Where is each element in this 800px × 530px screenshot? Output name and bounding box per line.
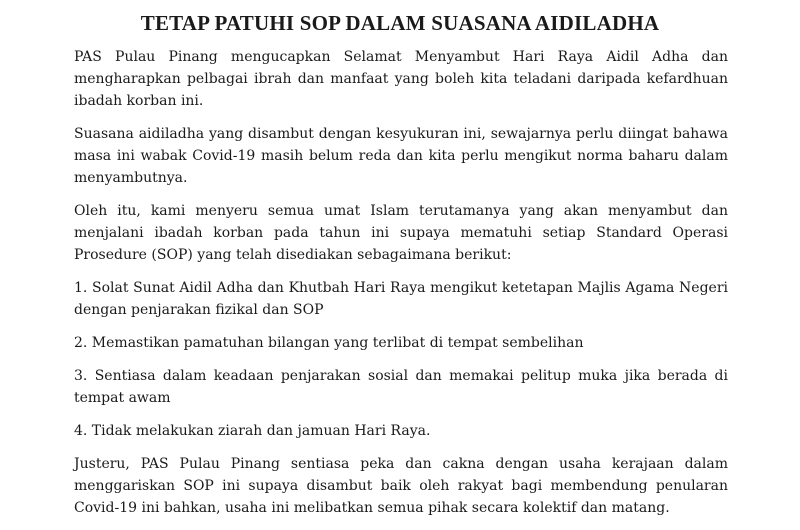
sop-item-4: 4. Tidak melakukan ziarah dan jamuan Hari Raya. [74,423,431,439]
document-title: TETAP PATUHI SOP DALAM SUASANA AIDILADHA [140,11,660,35]
sop-item-1: 1. Solat Sunat Aidil Adha dan Khutbah Hari Raya mengikut ketetapan Majlis Agama Negeri dengan penjarakan fizikal dan SOP [74,280,728,318]
sop-item-3: 3. Sentiasa dalam keadaan penjarakan sosial dan memakai pelitup muka jika berada di tempat awam [74,368,728,406]
paragraph-greeting: PAS Pulau Pinang mengucapkan Selamat Menyambut Hari Raya Aidil Adha dan mengharapkan pelbagai ibrah dan manfaat yang boleh kita teladani daripada kefardhuan ibadah korban ini. [74,49,728,109]
paragraph-conclusion: Justeru, PAS Pulau Pinang sentiasa peka dan cakna dengan usaha kerajaan dalam menggariskan SOP ini supaya disambut baik oleh rakyat bagi membendung penularan Covid-19 ini bahkan, usaha ini melibatkan semua pihak secara kolektif dan matang. [74,456,728,516]
sop-item-2: 2. Memastikan pamatuhan bilangan yang terlibat di tempat sembelihan [74,335,584,351]
paragraph-sop-call: Oleh itu, kami menyeru semua umat Islam terutamanya yang akan menyambut dan menjalani ibadah korban pada tahun ini supaya mematuhi setiap Standard Operasi Prosedure (SOP) yang telah disediakan sebagaimana berikut: [74,203,728,263]
document-body [74,46,728,530]
paragraph-covid-reminder: Suasana aidiladha yang disambut dengan kesyukuran ini, sewajarnya perlu diingat bahawa masa ini wabak Covid-19 masih belum reda dan kita perlu mengikut norma baharu dalam menyambutnya. [74,126,728,186]
